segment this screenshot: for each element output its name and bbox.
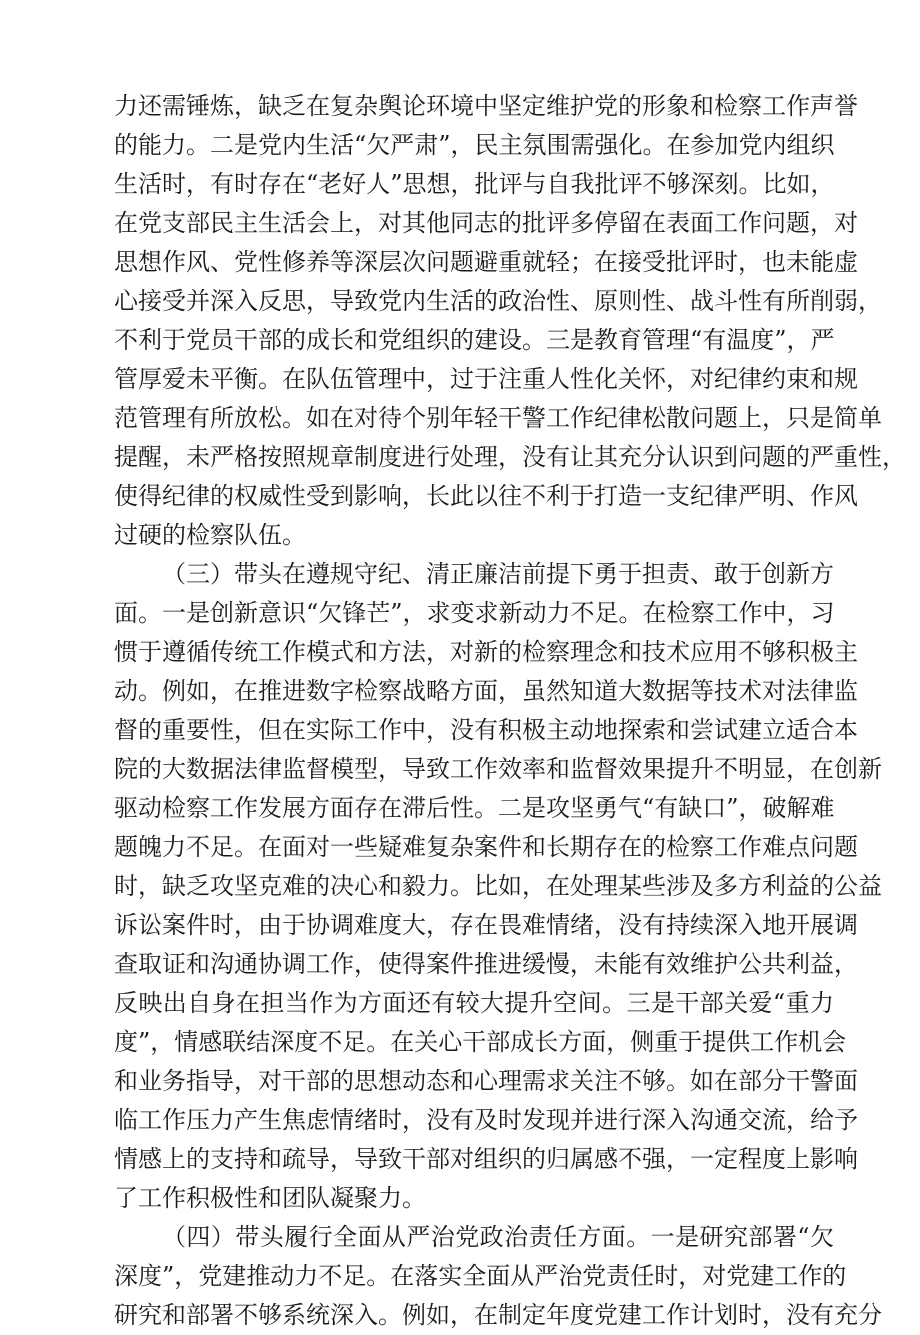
text-line: 力还需锤炼，缺乏在复杂舆论环境中坚定维护党的形象和检察工作声誉 (114, 92, 858, 120)
text-line: 范管理有所放松。如在对待个别年轻干警工作纪律松散问题上，只是简单 (114, 404, 882, 432)
text-line: 查取证和沟通协调工作，使得案件推进缓慢，未能有效维护公共利益， (114, 950, 858, 978)
text-line: 督的重要性，但在实际工作中，没有积极主动地探索和尝试建立适合本 (114, 716, 858, 744)
text-line: 深度”，党建推动力不足。在落实全面从严治党责任时，对党建工作的 (114, 1262, 847, 1290)
section-heading-line: （四）带头履行全面从严治党政治责任方面。一是研究部署“欠 (162, 1223, 834, 1251)
text-line: 院的大数据法律监督模型，导致工作效率和监督效果提升不明显，在创新 (114, 755, 882, 783)
text-line: 思想作风、党性修养等深层次问题避重就轻；在接受批评时，也未能虚 (114, 248, 858, 276)
text-line: 临工作压力产生焦虑情绪时，没有及时发现并进行深入沟通交流，给予 (114, 1106, 858, 1134)
text-line: 题魄力不足。在面对一些疑难复杂案件和长期存在的检察工作难点问题 (114, 833, 858, 861)
text-line: 研究和部署不够系统深入。例如，在制定年度党建工作计划时，没有充分 (114, 1301, 882, 1329)
text-line: 时，缺乏攻坚克难的决心和毅力。比如，在处理某些涉及多方利益的公益 (114, 872, 882, 900)
text-line: 管厚爱未平衡。在队伍管理中，过于注重人性化关怀，对纪律约束和规 (114, 365, 858, 393)
text-line: 过硬的检察队伍。 (114, 521, 306, 549)
text-line: 和业务指导，对干部的思想动态和心理需求关注不够。如在部分干警面 (114, 1067, 858, 1095)
text-line: 不利于党员干部的成长和党组织的建设。三是教育管理“有温度”，严 (114, 326, 835, 354)
text-line: 惯于遵循传统工作模式和方法，对新的检察理念和技术应用不够积极主 (114, 638, 858, 666)
text-line: 诉讼案件时，由于协调难度大，存在畏难情绪，没有持续深入地开展调 (114, 911, 858, 939)
text-line: 心接受并深入反思，导致党内生活的政治性、原则性、战斗性有所削弱， (114, 287, 882, 315)
section-heading-line: （三）带头在遵规守纪、清正廉洁前提下勇于担责、敢于创新方 (162, 560, 834, 588)
text-line: 生活时，有时存在“老好人”思想，批评与自我批评不够深刻。比如， (114, 170, 835, 198)
text-line: 度”，情感联结深度不足。在关心干部成长方面，侧重于提供工作机会 (114, 1028, 847, 1056)
text-line: 面。一是创新意识“欠锋芒”，求变求新动力不足。在检察工作中，习 (114, 599, 835, 627)
text-line: 使得纪律的权威性受到影响，长此以往不利于打造一支纪律严明、作风 (114, 482, 858, 510)
text-line: 在党支部民主生活会上，对其他同志的批评多停留在表面工作问题，对 (114, 209, 858, 237)
text-line: 提醒，未严格按照规章制度进行处理，没有让其充分认识到问题的严重性， (114, 443, 906, 471)
text-line: 驱动检察工作发展方面存在滞后性。二是攻坚勇气“有缺口”，破解难 (114, 794, 835, 822)
text-line: 情感上的支持和疏导，导致干部对组织的归属感不强，一定程度上影响 (114, 1145, 858, 1173)
text-line: 了工作积极性和团队凝聚力。 (114, 1184, 426, 1212)
text-line: 的能力。二是党内生活“欠严肃”，民主氛围需强化。在参加党内组织 (114, 131, 835, 159)
text-line: 动。例如，在推进数字检察战略方面，虽然知道大数据等技术对法律监 (114, 677, 858, 705)
text-line: 反映出自身在担当作为方面还有较大提升空间。三是干部关爱“重力 (114, 989, 834, 1017)
